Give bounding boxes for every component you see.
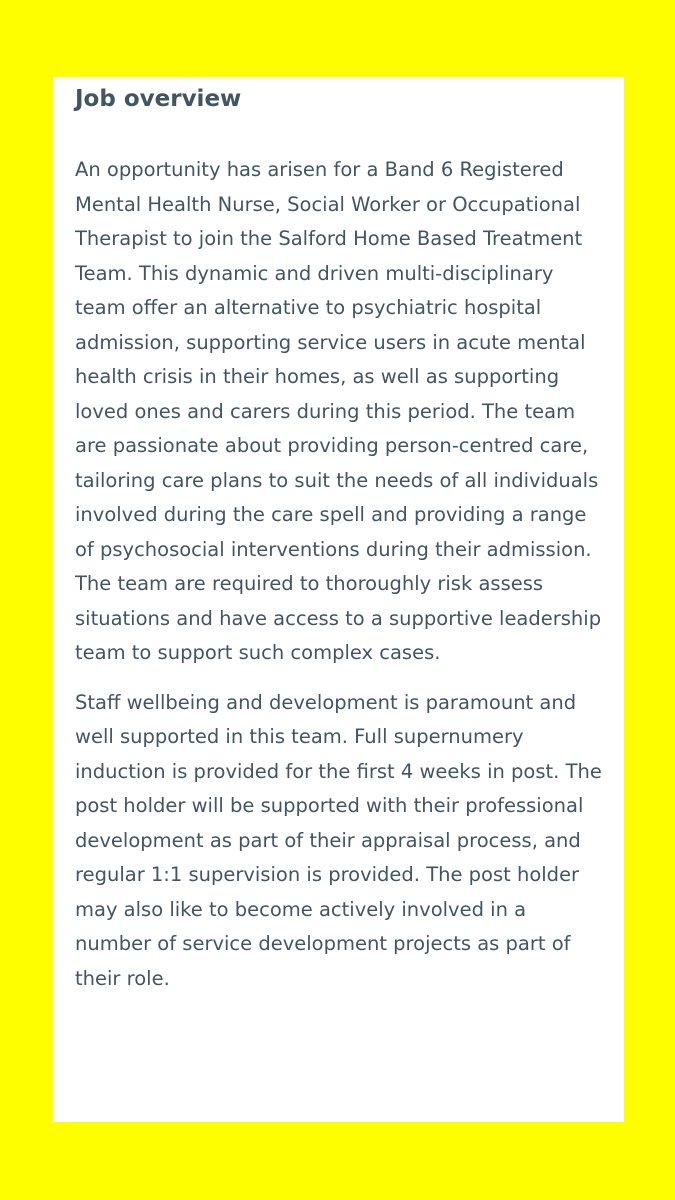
job-overview-paragraph-1: An opportunity has arisen for a Band 6 Registered Mental Health Nurse, Social Worker or Occupational Therapist to join the Salford Home Based Treatment Team. This dynamic and driven multi-disciplinary team offer an alternative to psychiatric hospital admission, supporting service users in acute mental health crisis in their homes, as well as supporting loved ones and carers during this period. The team are passionate about providing person-centred care, tailoring care plans to suit the needs of all individuals involved during the care spell and providing a range of psychosocial interventions during their admission. The team are required to thoroughly risk assess situations and have access to a supportive leadership team to support such complex cases. xyxy=(75,158,602,664)
job-overview-paragraph-2: Staff wellbeing and development is paramount and well supported in this team. Full supernumery induction is provided for the first 4 weeks in post. The post holder will be supported with their professional development as part of their appraisal process, and regular 1:1 supervision is provided. The post holder may also like to become actively involved in a number of service development projects as part of their role. xyxy=(75,690,602,990)
job-overview-heading: Job overview xyxy=(75,86,242,112)
job-overview-card xyxy=(53,77,624,1122)
